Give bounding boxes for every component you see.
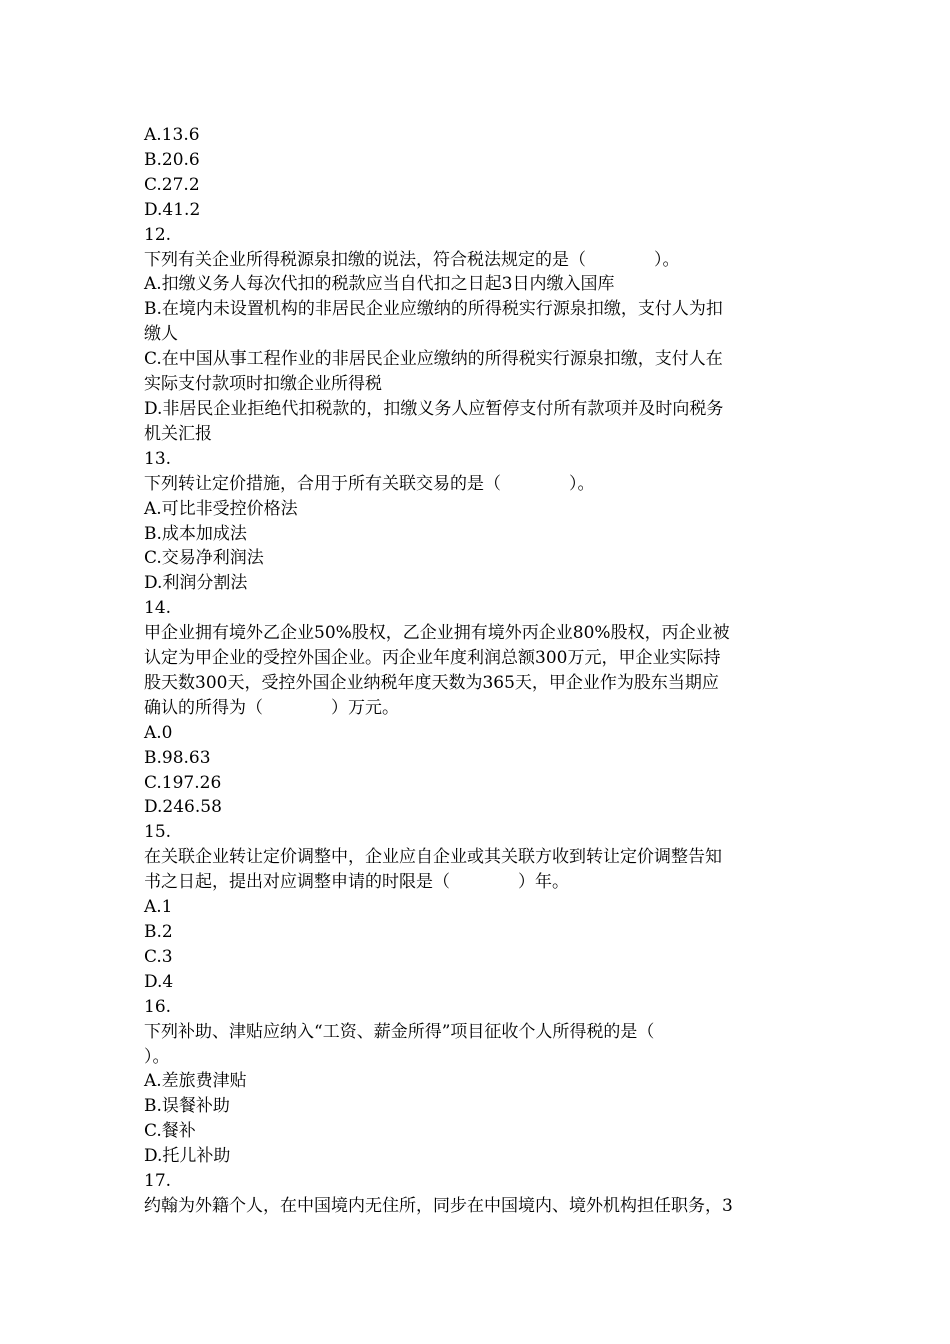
question-number-14: 14. (144, 598, 172, 619)
option-b-11: B.20.6 (144, 149, 200, 170)
option-a-11: A.13.6 (144, 125, 200, 145)
option-d-15: D.4 (144, 971, 174, 992)
option-c-12-line2: 实际支付款项时扣缴企业所得税 (144, 374, 382, 395)
question-text-13: 下列转让定价措施，合用于所有关联交易的是（ ）。 (144, 473, 595, 494)
question-number-16: 16. (144, 996, 172, 1017)
question-text-14-line4: 确认的所得为（ ）万元。 (144, 697, 399, 718)
question-number-13: 13. (144, 448, 172, 469)
option-b-12-line2: 缴人 (144, 324, 178, 345)
option-c-13: C.交易净利润法 (144, 548, 264, 569)
question-text-16-line2: ）。 (144, 1046, 170, 1067)
question-text-15-line2: 书之日起，提出对应调整申请的时限是（ ）年。 (144, 872, 569, 893)
option-c-15: C.3 (144, 946, 173, 967)
option-b-12-line1: B.在境内未设置机构的非居民企业应缴纳的所得税实行源泉扣缴，支付人为扣 (144, 299, 723, 320)
question-text-14-line3: 股天数300天，受控外国企业纳税年度天数为365天，甲企业作为股东当期应 (144, 672, 719, 693)
option-a-13: A.可比非受控价格法 (144, 498, 298, 519)
option-d-12-line1: D.非居民企业拒绝代扣税款的，扣缴义务人应暂停支付所有款项并及时向税务 (144, 398, 724, 419)
option-d-14: D.246.58 (144, 797, 222, 818)
question-text-14-line1: 甲企业拥有境外乙企业50%股权，乙企业拥有境外丙企业80%股权，丙企业被 (144, 623, 730, 644)
question-number-15: 15. (144, 822, 172, 843)
option-a-14: A.0 (144, 722, 173, 743)
question-text-14-line2: 认定为甲企业的受控外国企业。丙企业年度利润总额300万元，甲企业实际持 (144, 648, 721, 669)
document-body (144, 123, 812, 1219)
option-a-12: A.扣缴义务人每次代扣的税款应当自代扣之日起3日内缴入国库 (144, 274, 615, 295)
option-d-12-line2: 机关汇报 (144, 423, 212, 444)
option-c-11: C.27.2 (144, 174, 200, 195)
question-number-12: 12. (144, 224, 172, 245)
question-number-17: 17. (144, 1171, 172, 1192)
question-text-16-line1: 下列补助、津贴应纳入“工资、薪金所得”项目征收个人所得税的是（ (144, 1021, 655, 1042)
option-b-15: B.2 (144, 922, 173, 942)
option-d-16: D.托儿补助 (144, 1146, 231, 1167)
option-d-13: D.利润分割法 (144, 573, 248, 594)
option-a-15: A.1 (144, 897, 173, 918)
option-c-16: C.餐补 (144, 1121, 196, 1142)
question-text-15-line1: 在关联企业转让定价调整中，企业应自企业或其关联方收到转让定价调整告知 (144, 847, 722, 868)
option-b-16: B.误餐补助 (144, 1096, 230, 1117)
question-text-12: 下列有关企业所得税源泉扣缴的说法，符合税法规定的是（ ）。 (144, 249, 680, 270)
question-text-17-line1: 约翰为外籍个人，在中国境内无住所，同步在中国境内、境外机构担任职务，3 (144, 1195, 733, 1216)
option-c-14: C.197.26 (144, 772, 222, 793)
option-d-11: D.41.2 (144, 199, 201, 220)
option-c-12-line1: C.在中国从事工程作业的非居民企业应缴纳的所得税实行源泉扣缴，支付人在 (144, 349, 723, 370)
option-b-14: B.98.63 (144, 747, 211, 768)
option-b-13: B.成本加成法 (144, 523, 247, 544)
option-a-16: A.差旅费津贴 (144, 1071, 247, 1092)
